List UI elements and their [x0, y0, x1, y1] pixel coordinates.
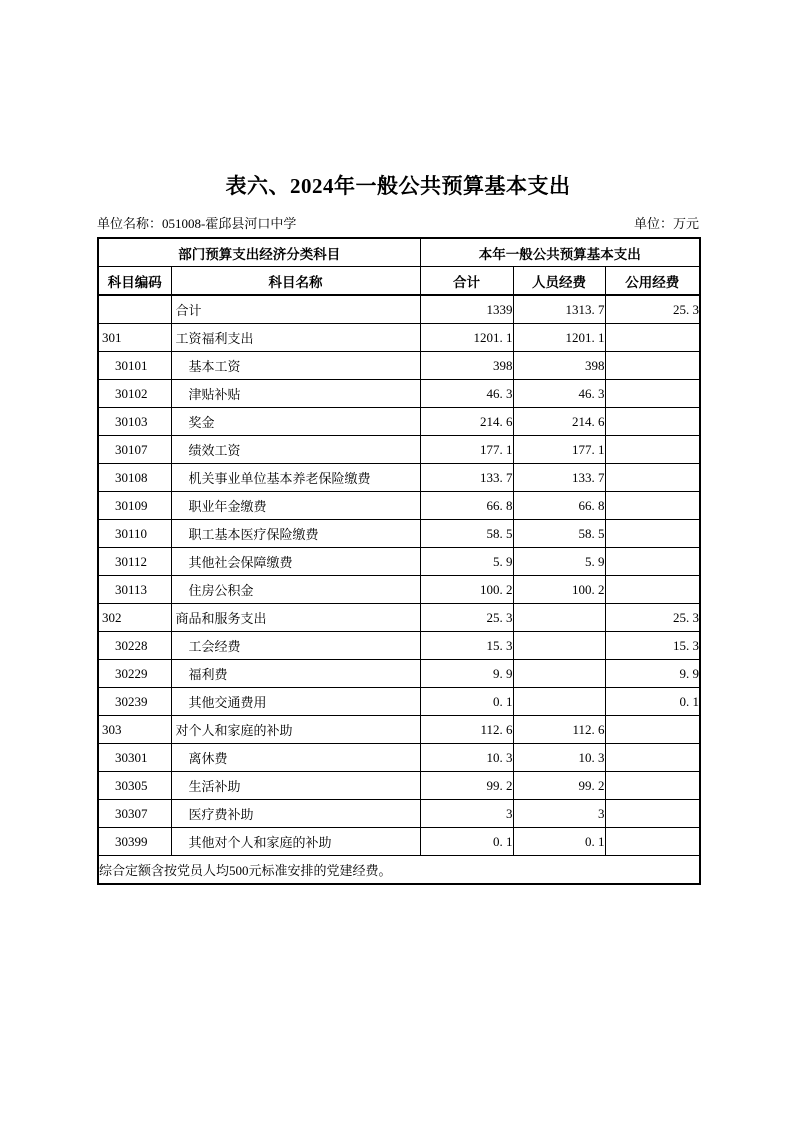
- table-row: [98, 352, 700, 380]
- column-header-row: [98, 267, 700, 296]
- total-cell: 398: [420, 352, 513, 380]
- header-basic-expenditure: 本年一般公共预算基本支出: [420, 238, 700, 267]
- subject-code-cell: 30109: [98, 492, 171, 520]
- subject-code-cell: 303: [98, 716, 171, 744]
- subject-name-cell: 其他社会保障缴费: [171, 548, 420, 576]
- public-expense-cell: 25. 3: [605, 295, 700, 324]
- personnel-expense-cell: 1313. 7: [513, 295, 605, 324]
- personnel-expense-cell: 46. 3: [513, 380, 605, 408]
- subject-code-cell: 30399: [98, 828, 171, 856]
- table-row: [98, 324, 700, 352]
- table-row: [98, 295, 700, 324]
- table-row: [98, 716, 700, 744]
- footnote-row: [98, 856, 700, 885]
- personnel-expense-cell: 10. 3: [513, 744, 605, 772]
- table-row: [98, 772, 700, 800]
- column-header-subject-code: 科目编码: [98, 267, 171, 296]
- subject-code-cell: 30102: [98, 380, 171, 408]
- subject-name-cell: 对个人和家庭的补助: [171, 716, 420, 744]
- public-expense-cell: 0. 1: [605, 688, 700, 716]
- table-row: [98, 576, 700, 604]
- subject-code-cell: 30301: [98, 744, 171, 772]
- public-expense-cell: [605, 352, 700, 380]
- total-cell: 0. 1: [420, 828, 513, 856]
- subject-name-cell: 医疗费补助: [171, 800, 420, 828]
- public-expense-cell: [605, 828, 700, 856]
- public-expense-cell: [605, 520, 700, 548]
- personnel-expense-cell: 66. 8: [513, 492, 605, 520]
- personnel-expense-cell: 177. 1: [513, 436, 605, 464]
- subject-name-cell: 合计: [171, 295, 420, 324]
- personnel-expense-cell: 5. 9: [513, 548, 605, 576]
- total-cell: 1201. 1: [420, 324, 513, 352]
- public-expense-cell: [605, 716, 700, 744]
- table-row: [98, 408, 700, 436]
- personnel-expense-cell: 0. 1: [513, 828, 605, 856]
- public-expense-cell: [605, 548, 700, 576]
- public-expense-cell: [605, 380, 700, 408]
- total-cell: 58. 5: [420, 520, 513, 548]
- table-row: [98, 660, 700, 688]
- subject-name-cell: 其他交通费用: [171, 688, 420, 716]
- table-header: [98, 238, 700, 295]
- total-cell: 1339: [420, 295, 513, 324]
- personnel-expense-cell: 100. 2: [513, 576, 605, 604]
- table-footer: [98, 856, 700, 885]
- table-row: [98, 828, 700, 856]
- total-cell: 5. 9: [420, 548, 513, 576]
- page-title: 表六、2024年一般公共预算基本支出: [225, 174, 571, 198]
- subject-code-cell: 30307: [98, 800, 171, 828]
- total-cell: 15. 3: [420, 632, 513, 660]
- subject-name-cell: 基本工资: [171, 352, 420, 380]
- subject-code-cell: 30110: [98, 520, 171, 548]
- header-group-row: [98, 238, 700, 267]
- personnel-expense-cell: 1201. 1: [513, 324, 605, 352]
- personnel-expense-cell: 99. 2: [513, 772, 605, 800]
- unit-name-value: 051008-霍邱县河口中学: [162, 216, 297, 231]
- total-cell: 177. 1: [420, 436, 513, 464]
- personnel-expense-cell: [513, 660, 605, 688]
- subject-name-cell: 其他对个人和家庭的补助: [171, 828, 420, 856]
- table-row: [98, 492, 700, 520]
- total-cell: 10. 3: [420, 744, 513, 772]
- unit-of-measure: 单位：万元: [633, 216, 699, 231]
- subject-code-cell: 302: [98, 604, 171, 632]
- total-cell: 46. 3: [420, 380, 513, 408]
- column-header-subject-name: 科目名称: [171, 267, 420, 296]
- total-cell: 99. 2: [420, 772, 513, 800]
- public-expense-cell: [605, 408, 700, 436]
- subject-name-cell: 住房公积金: [171, 576, 420, 604]
- personnel-expense-cell: [513, 604, 605, 632]
- table-row: [98, 688, 700, 716]
- table-row: [98, 604, 700, 632]
- unit-name: [97, 213, 296, 232]
- public-expense-cell: [605, 464, 700, 492]
- total-cell: 133. 7: [420, 464, 513, 492]
- personnel-expense-cell: [513, 632, 605, 660]
- public-expense-cell: [605, 772, 700, 800]
- subject-name-cell: 离休费: [171, 744, 420, 772]
- table-row: [98, 632, 700, 660]
- total-cell: 9. 9: [420, 660, 513, 688]
- unit-line: [97, 213, 699, 232]
- public-expense-cell: [605, 800, 700, 828]
- subject-code-cell: 30305: [98, 772, 171, 800]
- personnel-expense-cell: 58. 5: [513, 520, 605, 548]
- column-header-personnel: 人员经费: [513, 267, 605, 296]
- personnel-expense-cell: [513, 688, 605, 716]
- subject-name-cell: 津贴补贴: [171, 380, 420, 408]
- subject-code-cell: 30103: [98, 408, 171, 436]
- unit-name-label: 单位名称：: [97, 216, 163, 231]
- total-cell: 3: [420, 800, 513, 828]
- table-row: [98, 744, 700, 772]
- personnel-expense-cell: 398: [513, 352, 605, 380]
- table-body: [98, 295, 700, 856]
- total-cell: 66. 8: [420, 492, 513, 520]
- subject-name-cell: 福利费: [171, 660, 420, 688]
- table-row: [98, 800, 700, 828]
- subject-code-cell: [98, 295, 171, 324]
- column-header-total: 合计: [420, 267, 513, 296]
- subject-name-cell: 生活补助: [171, 772, 420, 800]
- subject-code-cell: 30229: [98, 660, 171, 688]
- subject-code-cell: 301: [98, 324, 171, 352]
- total-cell: 0. 1: [420, 688, 513, 716]
- table-row: [98, 380, 700, 408]
- subject-code-cell: 30101: [98, 352, 171, 380]
- subject-name-cell: 商品和服务支出: [171, 604, 420, 632]
- table-row: [98, 520, 700, 548]
- total-cell: 100. 2: [420, 576, 513, 604]
- subject-name-cell: 机关事业单位基本养老保险缴费: [171, 464, 420, 492]
- column-header-public-funds: 公用经费: [605, 267, 700, 296]
- public-expense-cell: [605, 576, 700, 604]
- personnel-expense-cell: 133. 7: [513, 464, 605, 492]
- subject-name-cell: 绩效工资: [171, 436, 420, 464]
- public-expense-cell: [605, 744, 700, 772]
- subject-name-cell: 工会经费: [171, 632, 420, 660]
- table-row: [98, 436, 700, 464]
- subject-code-cell: 30112: [98, 548, 171, 576]
- public-expense-cell: [605, 436, 700, 464]
- total-cell: 25. 3: [420, 604, 513, 632]
- public-expense-cell: 15. 3: [605, 632, 700, 660]
- personnel-expense-cell: 112. 6: [513, 716, 605, 744]
- budget-table: [97, 237, 701, 885]
- subject-name-cell: 奖金: [171, 408, 420, 436]
- public-expense-cell: 9. 9: [605, 660, 700, 688]
- subject-name-cell: 工资福利支出: [171, 324, 420, 352]
- total-cell: 112. 6: [420, 716, 513, 744]
- total-cell: 214. 6: [420, 408, 513, 436]
- header-classification: 部门预算支出经济分类科目: [98, 238, 420, 267]
- subject-code-cell: 30239: [98, 688, 171, 716]
- public-expense-cell: [605, 492, 700, 520]
- personnel-expense-cell: 214. 6: [513, 408, 605, 436]
- subject-name-cell: 职业年金缴费: [171, 492, 420, 520]
- table-row: [98, 464, 700, 492]
- table-row: [98, 548, 700, 576]
- personnel-expense-cell: 3: [513, 800, 605, 828]
- subject-code-cell: 30108: [98, 464, 171, 492]
- public-expense-cell: 25. 3: [605, 604, 700, 632]
- table-footnote: 综合定额含按党员人均500元标准安排的党建经费。: [98, 856, 700, 885]
- subject-code-cell: 30113: [98, 576, 171, 604]
- public-expense-cell: [605, 324, 700, 352]
- subject-code-cell: 30107: [98, 436, 171, 464]
- subject-name-cell: 职工基本医疗保险缴费: [171, 520, 420, 548]
- subject-code-cell: 30228: [98, 632, 171, 660]
